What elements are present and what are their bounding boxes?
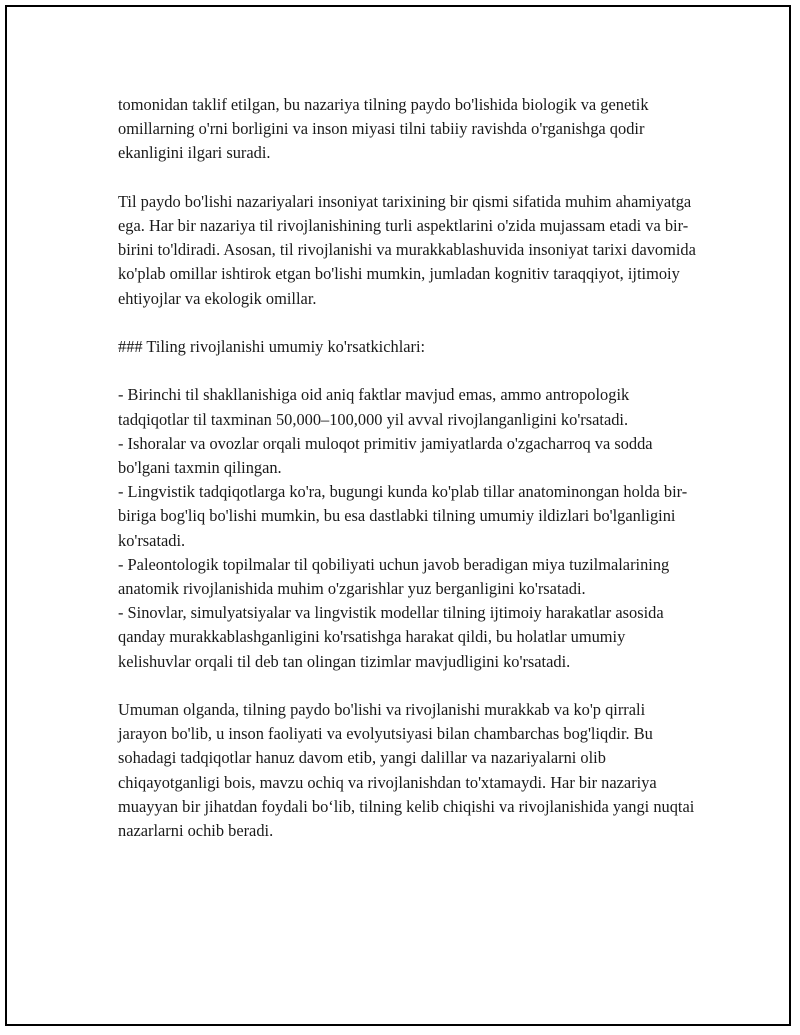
list-item: - Ishoralar va ovozlar orqali muloqot primitiv jamiyatlarda o'zgacharroq va sodda bo'lgani taxmin qilingan.	[118, 433, 653, 477]
list-item: - Sinovlar, simulyatsiyalar va lingvistik modellar tilning ijtimoiy harakatlar asosida qanday murakkablashganligini ko'rsatishga harakat qildi, bu holatlar umumiy kelishuvlar orqali til deb tan olingan tizimlar mavjudligini ko'rsatadi.	[118, 603, 664, 671]
paragraph-intro-continuation: tomonidan taklif etilgan, bu nazariya tilning paydo bo'lishida biologik va genetik omillarning o'rni borligini va inson miyasi tilni tabiiy ravishda o'rganishga qodir ekanligini ilgari suradi.	[118, 95, 649, 163]
document-body	[118, 93, 698, 843]
indicator-list	[118, 383, 698, 673]
section-heading: ### Tiling rivojlanishi umumiy ko'rsatkichlari:	[118, 337, 426, 356]
list-item: - Birinchi til shakllanishiga oid aniq faktlar mavjud emas, ammo antropologik tadqiqotlar til taxminan 50,000–100,000 yil avval rivojlanganligini ko'rsatadi.	[118, 385, 630, 429]
paragraph-theories-importance: Til paydo bo'lishi nazariyalari insoniyat tarixining bir qismi sifatida muhim ahamiyatga ega. Har bir nazariya til rivojlanishining turli aspektlarini o'zida mujassam etadi va bir-birini to'ldiradi. Asosan, til rivojlanishi va murakkablashuvida insoniyat tarixi davomida ko'plab omillar ishtirok etgan bo'lishi mumkin, jumladan kognitiv taraqqiyot, ijtimoiy ehtiyojlar va ekologik omillar.	[118, 191, 696, 308]
paragraph-conclusion: Umuman olganda, tilning paydo bo'lishi va rivojlanishi murakkab va ko'p qirrali jarayon bo'lib, u inson faoliyati va evolyutsiyasi bilan chambarchas bog'liqdir. Bu sohadagi tadqiqotlar hanuz davom etib, yangi dalillar va nazariyalarni olib chiqayotganligi bois, mavzu ochiq va rivojlanishdan to'xtamaydi. Har bir nazariya muayyan bir jihatdan foydali bo‘lib, tilning kelib chiqishi va rivojlanishida yangi nuqtai nazarlarni ochib beradi.	[118, 700, 695, 841]
list-item: - Lingvistik tadqiqotlarga ko'ra, bugungi kunda ko'plab tillar anatominongan holda bir-biriga bog'liq bo'lishi mumkin, bu esa dastlabki tilning umumiy ildizlari bo'lganligini ko'rsatadi.	[118, 482, 688, 550]
list-item: - Paleontologik topilmalar til qobiliyati uchun javob beradigan miya tuzilmalarining anatomik rivojlanishida muhim o'zgarishlar yuz berganligini ko'rsatadi.	[118, 554, 670, 599]
